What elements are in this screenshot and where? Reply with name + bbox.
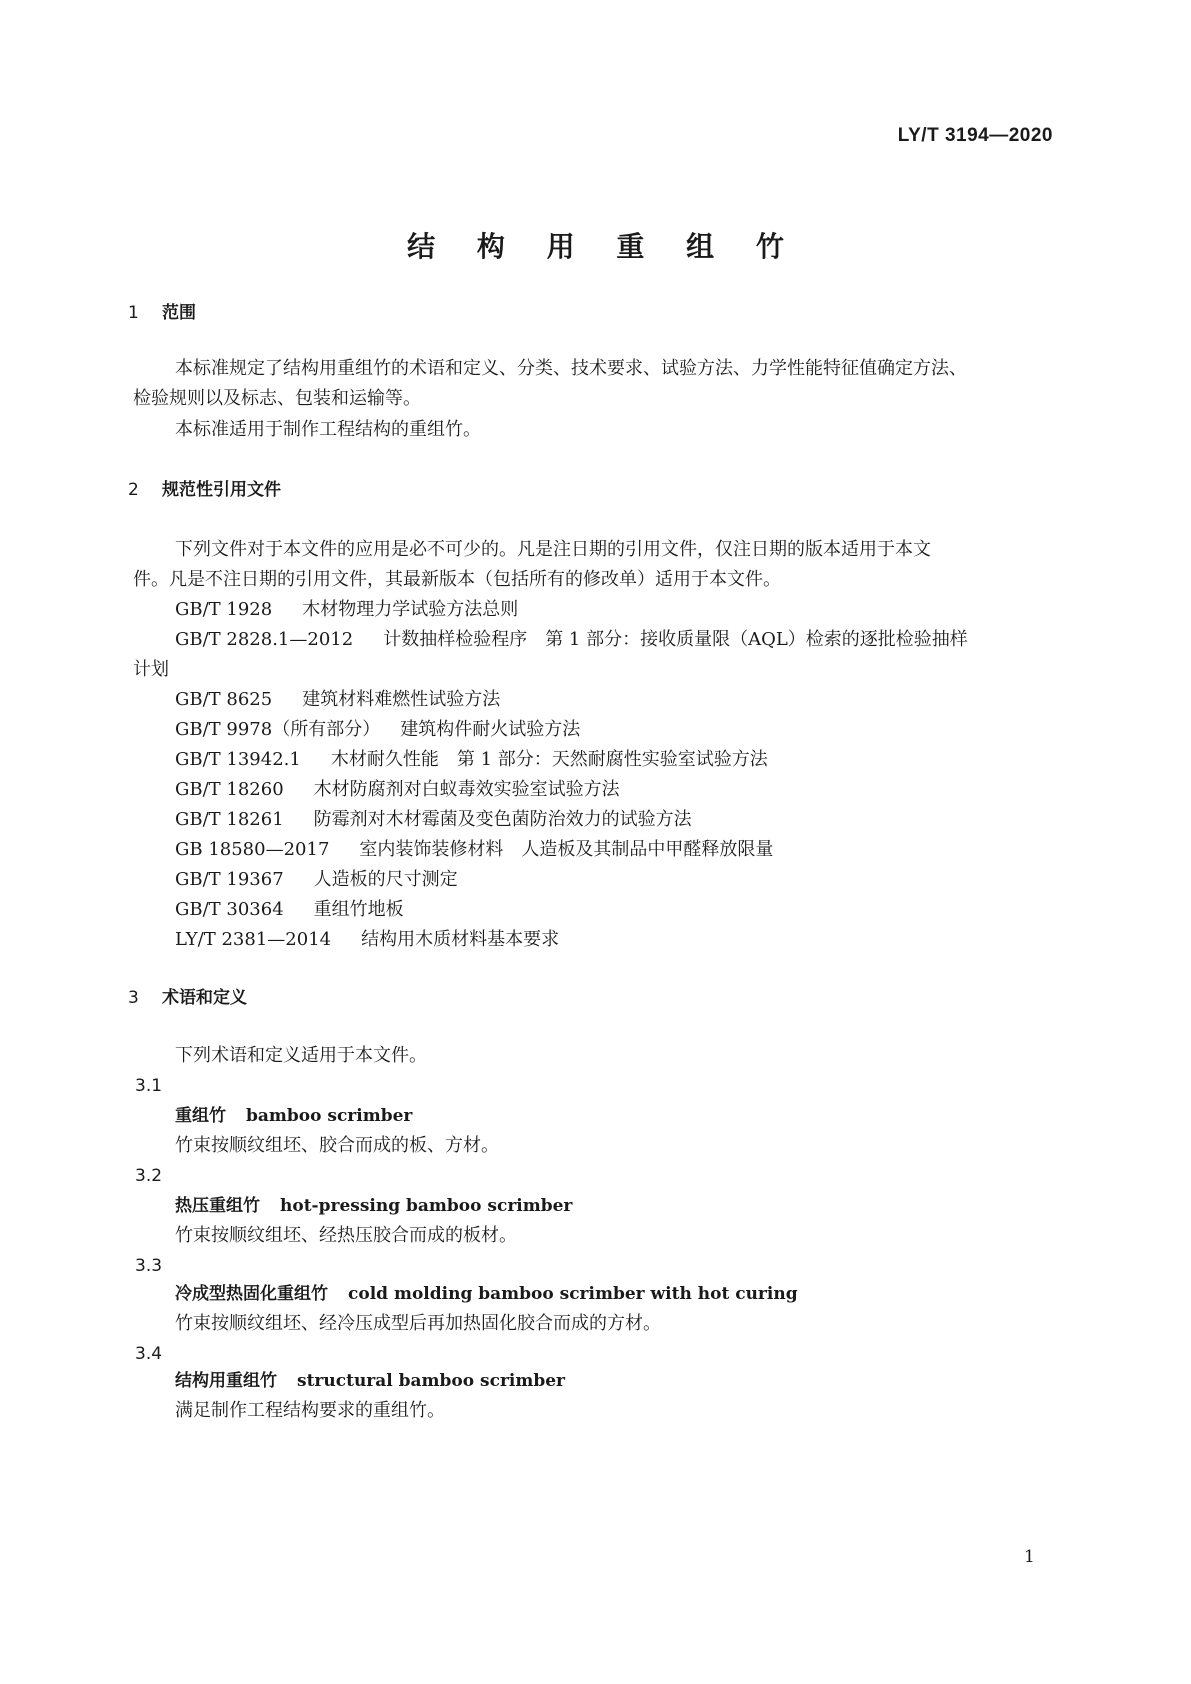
term-chinese-name: 结构用重组竹 — [175, 1371, 277, 1391]
term-chinese-name: 冷成型热固化重组竹 — [175, 1284, 328, 1304]
reference-code: LY/T 2381—2014 — [175, 929, 332, 950]
reference-title: 木材物理力学试验方法总则 — [302, 599, 519, 620]
reference-item — [175, 927, 559, 953]
term-english-name: cold molding bamboo scrimber with hot curing — [348, 1284, 798, 1304]
reference-item — [175, 597, 518, 623]
reference-item — [175, 897, 404, 923]
reference-code: GB/T 30364 — [175, 899, 284, 920]
section-2-intro-line-2: 件。凡是不注日期的引用文件，其最新版本（包括所有的修改单）适用于本文件。 — [133, 569, 781, 590]
reference-title: 木材防腐剂对白蚁毒效实验室试验方法 — [313, 779, 620, 800]
term-english-name: structural bamboo scrimber — [297, 1371, 566, 1391]
reference-item — [175, 777, 620, 803]
section-3-heading — [128, 985, 247, 1011]
section-3-number: 3 — [128, 988, 139, 1008]
standard-code: LY/T 3194—2020 — [897, 125, 1053, 146]
reference-title: 人造板的尺寸测定 — [313, 869, 458, 890]
term-heading — [175, 1368, 565, 1394]
reference-code: GB/T 9978（所有部分） — [175, 719, 381, 740]
reference-code: GB/T 18261 — [175, 809, 284, 830]
term-heading — [175, 1103, 412, 1129]
reference-code: GB/T 8625 — [175, 689, 273, 710]
reference-code: GB 18580—2017 — [175, 839, 330, 860]
term-chinese-name: 重组竹 — [175, 1106, 226, 1126]
section-1-paragraph-1-line-2: 检验规则以及标志、包装和运输等。 — [133, 388, 421, 409]
section-1-heading — [128, 300, 196, 326]
reference-item — [175, 687, 500, 713]
section-3-title: 术语和定义 — [162, 988, 247, 1008]
reference-code: GB/T 19367 — [175, 869, 284, 890]
page-number: 1 — [1024, 1547, 1035, 1567]
term-number: 3.3 — [135, 1256, 163, 1276]
term-heading — [175, 1281, 798, 1307]
reference-item — [175, 837, 773, 863]
section-1-number: 1 — [128, 303, 139, 323]
reference-code: GB/T 18260 — [175, 779, 284, 800]
reference-title: 结构用木质材料基本要求 — [361, 929, 560, 950]
reference-item — [175, 807, 692, 833]
reference-title: 建筑构件耐火试验方法 — [400, 719, 581, 740]
term-number: 3.1 — [135, 1076, 163, 1096]
reference-title-continuation: 计划 — [133, 659, 169, 680]
reference-item — [175, 627, 968, 653]
section-3-intro: 下列术语和定义适用于本文件。 — [175, 1045, 427, 1066]
term-english-name: hot-pressing bamboo scrimber — [280, 1196, 573, 1216]
document-title: 结 构 用 重 组 竹 — [407, 230, 800, 263]
reference-title: 防霉剂对木材霉菌及变色菌防治效力的试验方法 — [313, 809, 692, 830]
section-2-intro-line-1: 下列文件对于本文件的应用是必不可少的。凡是注日期的引用文件，仅注日期的版本适用于本文 — [175, 539, 931, 560]
section-1-title: 范围 — [162, 303, 196, 323]
reference-code: GB/T 13942.1 — [175, 749, 301, 770]
reference-item — [175, 867, 458, 893]
section-1-paragraph-2: 本标准适用于制作工程结构的重组竹。 — [175, 419, 481, 440]
term-heading — [175, 1193, 572, 1219]
reference-code: GB/T 2828.1—2012 — [175, 629, 354, 650]
term-definition: 竹束按顺纹组坯、经热压胶合而成的板材。 — [175, 1225, 517, 1246]
section-2-number: 2 — [128, 480, 139, 500]
term-chinese-name: 热压重组竹 — [175, 1196, 260, 1216]
reference-code: GB/T 1928 — [175, 599, 273, 620]
reference-title: 室内装饰装修材料 人造板及其制品中甲醛释放限量 — [359, 839, 774, 860]
reference-title: 计数抽样检验程序 第 1 部分：接收质量限（AQL）检索的逐批检验抽样 — [383, 629, 968, 650]
reference-title: 木材耐久性能 第 1 部分：天然耐腐性实验室试验方法 — [330, 749, 768, 770]
section-1-paragraph-1-line-1: 本标准规定了结构用重组竹的术语和定义、分类、技术要求、试验方法、力学性能特征值确定方法、 — [175, 358, 967, 379]
section-2-heading — [128, 477, 281, 503]
term-number: 3.2 — [135, 1166, 163, 1186]
term-definition: 满足制作工程结构要求的重组竹。 — [175, 1400, 445, 1421]
section-2-title: 规范性引用文件 — [162, 480, 281, 500]
reference-item — [175, 717, 580, 743]
term-english-name: bamboo scrimber — [246, 1106, 413, 1126]
reference-item — [175, 747, 768, 773]
term-definition: 竹束按顺纹组坯、胶合而成的板、方材。 — [175, 1135, 499, 1156]
reference-title: 重组竹地板 — [313, 899, 404, 920]
reference-title: 建筑材料难燃性试验方法 — [302, 689, 501, 710]
term-definition: 竹束按顺纹组坯、经冷压成型后再加热固化胶合而成的方材。 — [175, 1313, 661, 1334]
term-number: 3.4 — [135, 1344, 163, 1364]
